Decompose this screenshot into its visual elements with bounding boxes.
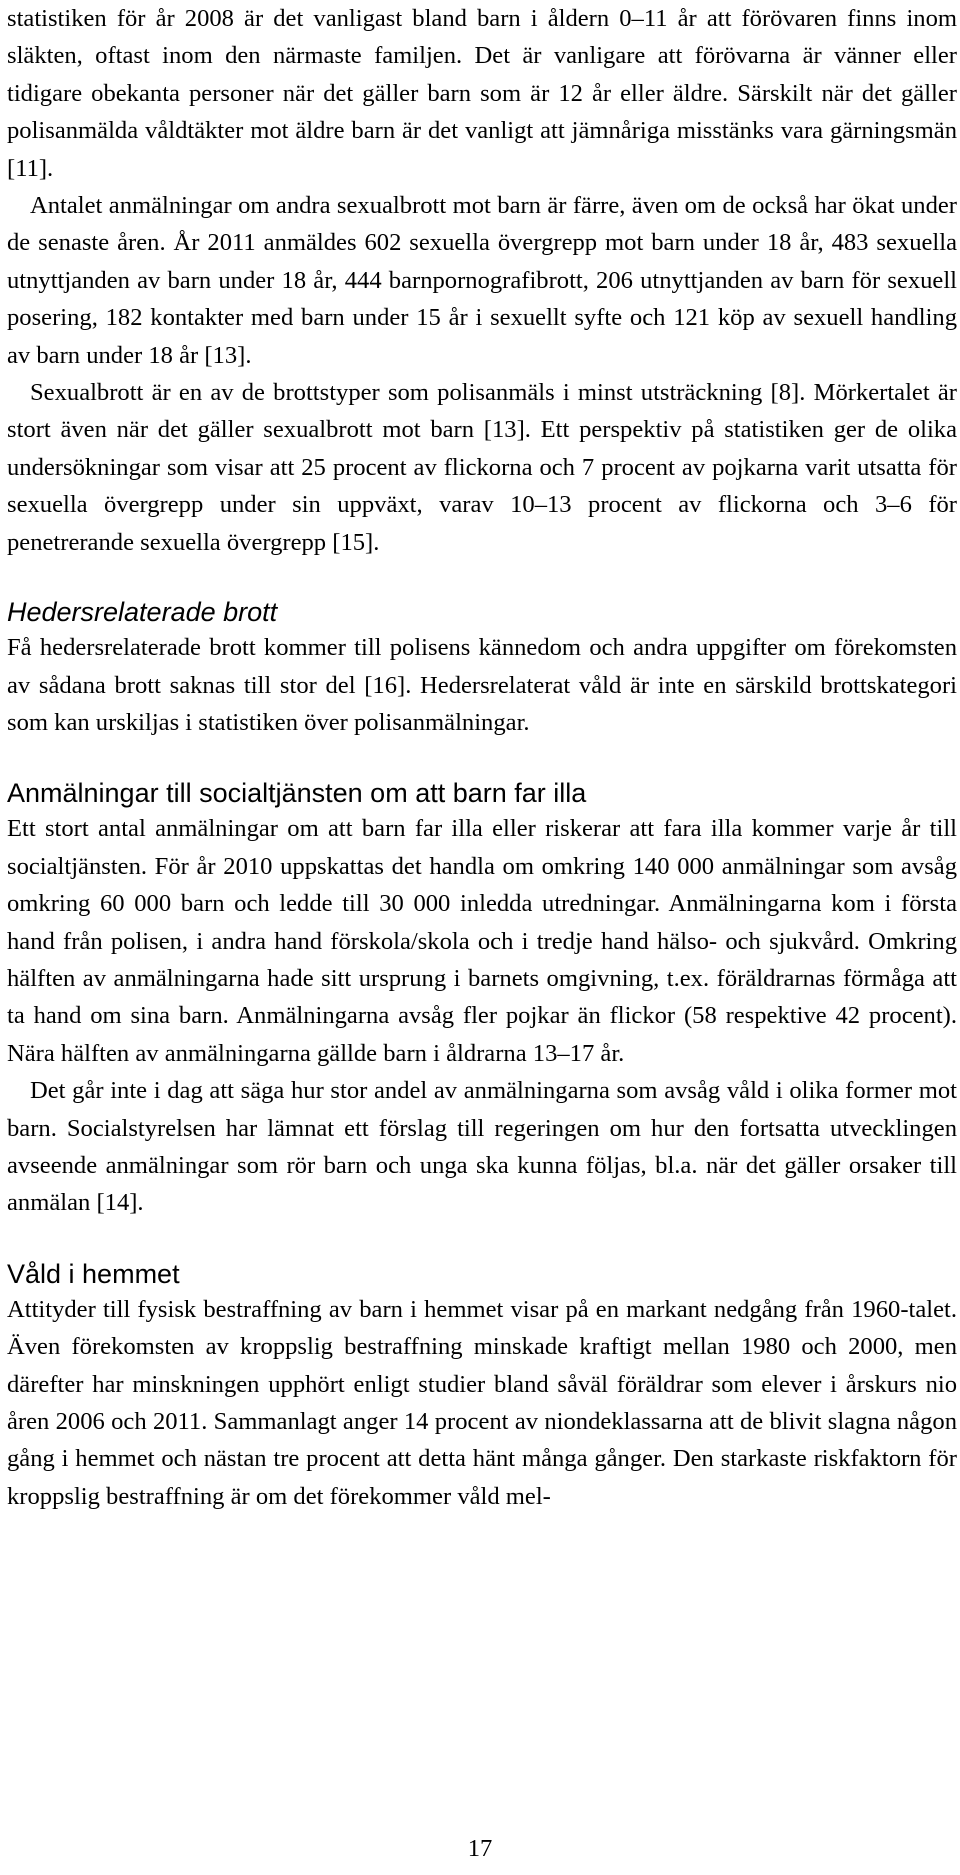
body-paragraph: Det går inte i dag att säga hur stor andel av anmälningarna som avsåg våld i olika former mot barn. Socialstyrelsen har lämnat ett förslag till regeringen om hur den fortsatta utvecklingen avseende anmälningar som rör barn och unga ska kunna följas, bl.a. när det gäller orsaker till anmälan [14]. bbox=[7, 1077, 957, 1217]
page-number: 17 bbox=[467, 1835, 493, 1862]
intro-paragraph-2: Antalet anmälningar om andra sexualbrott mot barn är färre, även om de också har ökat under de senaste åren. År 2011 anmäldes 602 sexuella övergrepp mot barn under 18 år, 483 sexuella utnyttjanden av barn under 18 år, 444 barnpornografibrott, 206 utnyttjanden av barn för sexuell posering, 182 kontakter med barn under 15 år i sexuellt syfte och 121 köp av sexuell handling av barn under 18 år [13]. bbox=[7, 192, 957, 369]
section-hedersrelaterade-brott bbox=[7, 595, 957, 741]
body-paragraph: Attityder till fysisk bestraffning av barn i hemmet visar på en markant nedgång från 1960-talet. Även förekomsten av kroppslig bestraffning minskade kraftigt mellan 1980 och 2000, men därefter har minskningen upphört enligt studier bland såväl föräldrar som elever i årskurs nio åren 2006 och 2011. Sammanlagt anger 14 procent av niondeklassarna att de blivit slagna någon gång i hemmet och nästan tre procent att detta hänt många gånger. Den starkaste riskfaktorn för kroppslig bestraffning är om det förekommer våld mel- bbox=[7, 1295, 957, 1510]
body-paragraph: Ett stort antal anmälningar om att barn far illa eller riskerar att fara illa kommer varje år till socialtjänsten. För år 2010 uppskattas det handla om omkring 140 000 anmälningar som avsåg omkring 60 000 barn och ledde till 30 000 inledda utredningar. Anmälningarna kom i första hand från polisen, i andra hand förskola/skola och i tredje hand hälso- och sjukvård. Omkring hälften av anmälningarna hade sitt ursprung i barnets omgivning, t.ex. föräldrarnas förmåga att ta hand om sina barn. Anmälningarna avsåg fler pojkar än flickor (58 respektive 42 procent). Nära hälften av anmälningarna gällde barn i åldrarna 13–17 år. bbox=[7, 815, 957, 1067]
section-heading: Anmälningar till socialtjänsten om att barn far illa bbox=[7, 778, 587, 809]
section-heading: Våld i hemmet bbox=[7, 1258, 180, 1289]
intro-paragraph-1: statistiken för år 2008 är det vanligast bland barn i åldern 0–11 år att förövaren finns inom släkten, oftast inom den närmaste familjen. Det är vanligare att förövarna är vänner eller tidigare obekanta personer när det gäller barn som är 12 år eller äldre. Särskilt när det gäller polisanmälda våldtäkter mot äldre barn är det vanligt att jämnåriga misstänks vara gärningsmän [11]. bbox=[7, 5, 957, 182]
intro-paragraph-3: Sexualbrott är en av de brottstyper som polisanmäls i minst utsträckning [8]. Mörkertalet är stort även när det gäller sexualbrott mot barn [13]. Ett perspektiv på statistiken ger de olika undersökningar som visar att 25 procent av flickorna och 7 procent av pojkarna varit utsatta för sexuella övergrepp under sin uppväxt, varav 10–13 procent av flickorna och 3–6 för penetrerande sexuella övergrepp [15]. bbox=[7, 379, 957, 556]
section-heading: Hedersrelaterade brott bbox=[7, 597, 278, 628]
section-anmalningar-socialtjansten bbox=[7, 776, 957, 1221]
body-paragraph: Få hedersrelaterade brott kommer till polisens kännedom och andra uppgifter om förekomsten av sådana brott saknas till stor del [16]. Hedersrelaterat våld är inte en särskild brottskategori som kan urskiljas i statistiken över polisanmälningar. bbox=[7, 634, 957, 736]
page-body bbox=[7, 0, 957, 1515]
section-vald-i-hemmet bbox=[7, 1257, 957, 1515]
